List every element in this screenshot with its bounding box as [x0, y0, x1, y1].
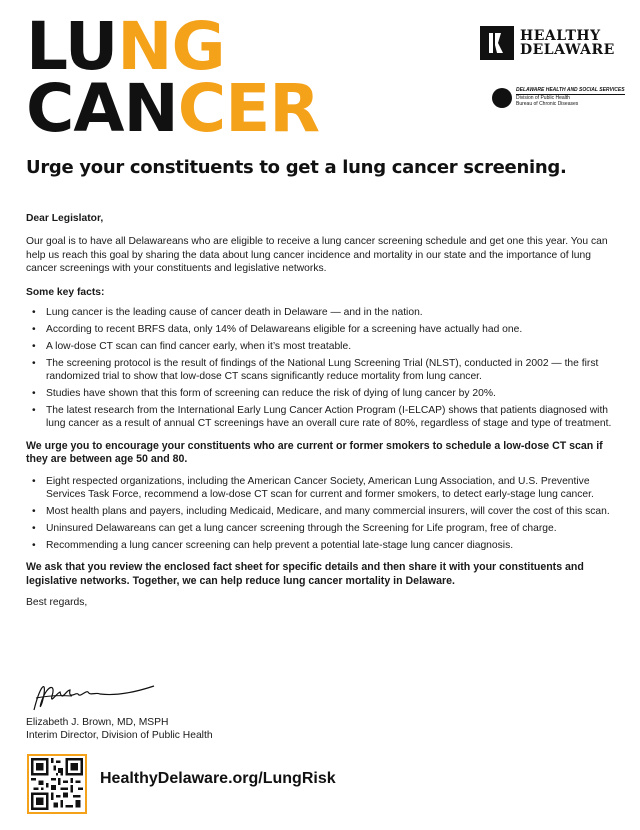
page-title: [26, 8, 320, 147]
list-item: • Recommending a lung cancer screening can help prevent a potential late-stage lung cancer diagnosis.: [26, 539, 616, 552]
ask-paragraph: We ask that you review the enclosed fact sheet for specific details and then share it with your constituents and legislative networks. Together, we can help reduce lung cancer mortality in Delaware.: [26, 561, 584, 587]
dhss-seal-icon: [492, 88, 512, 108]
signer-name: Elizabeth J. Brown, MD, MSPH: [26, 717, 169, 728]
signature-icon: [26, 676, 166, 716]
letter-body: [26, 212, 616, 609]
facts-list: [26, 306, 616, 431]
healthy-delaware-logo: [480, 26, 615, 60]
title-line-1: LUNG: [26, 8, 225, 85]
list-item: • According to recent BRFS data, only 14% of Delawareans eligible for a screening have actually had one.: [26, 323, 616, 336]
urge-paragraph: We urge you to encourage your constituents who are current or former smokers to schedule a low-dose CT scan if they are between age 50 and 80.: [26, 439, 603, 466]
website-link[interactable]: HealthyDelaware.org/LungRisk: [100, 770, 336, 787]
closing: Best regards,: [26, 596, 88, 608]
list-item: • Most health plans and payers, including Medicaid, Medicare, and many commercial insurers, will cover the cost of this scan.: [26, 505, 616, 518]
list-item: • The latest research from the International Early Lung Cancer Action Program (I-ELCAP) shows that patients diagnosed with lung cancer as a result of annual CT screenings have an overall cure rate of 80%, regardless of stage and type of treatment.: [26, 404, 616, 431]
list-item: • Lung cancer is the leading cause of cancer death in Delaware — and in the nation.: [26, 306, 616, 319]
list-item: • A low-dose CT scan can find cancer early, when it’s most treatable.: [26, 340, 616, 353]
urge-list: [26, 475, 616, 553]
signer-block: [26, 716, 213, 743]
list-item: • Studies have shown that this form of screening can reduce the risk of dying of lung cancer by 20%.: [26, 387, 616, 400]
list-item: • Uninsured Delawareans can get a lung cancer screening through the Screening for Life program, free of charge.: [26, 522, 616, 535]
qr-code-icon[interactable]: [27, 754, 87, 814]
title-line-2: CANCER: [26, 70, 320, 147]
salutation: Dear Legislator,: [26, 213, 104, 224]
facts-heading: Some key facts:: [26, 286, 105, 298]
signer-title: Interim Director, Division of Public Health: [26, 730, 213, 742]
dhss-logo: DELAWARE HEALTH AND SOCIAL SERVICES Division of Public Health Bureau of Chronic Diseases: [492, 87, 625, 108]
intro-paragraph: Our goal is to have all Delawareans who are eligible to receive a lung cancer screening schedule and get one this year. You can help us reach this goal by sharing the data about lung cancer incidence and mortality in our state and the importance of lung cancer screenings with your constituents and legislative networks.: [26, 236, 608, 275]
list-item: • The screening protocol is the result of findings of the National Lung Screening Trial (NLST), conducted in 2002 — the first randomized trial to show that low-dose CT scans significantly reduce mortality from lung cancer.: [26, 357, 616, 384]
logo-text: HEALTHY DELAWARE: [520, 28, 615, 58]
healthy-delaware-logo-icon: [480, 26, 514, 60]
list-item: • Eight respected organizations, including the American Cancer Society, American Lung Association, and U.S. Preventive Services Task Force, recommend a low-dose CT scan for current and former smokers, to detect early-stage lung cancer.: [26, 475, 616, 502]
subtitle: Urge your constituents to get a lung cancer screening.: [26, 157, 567, 178]
